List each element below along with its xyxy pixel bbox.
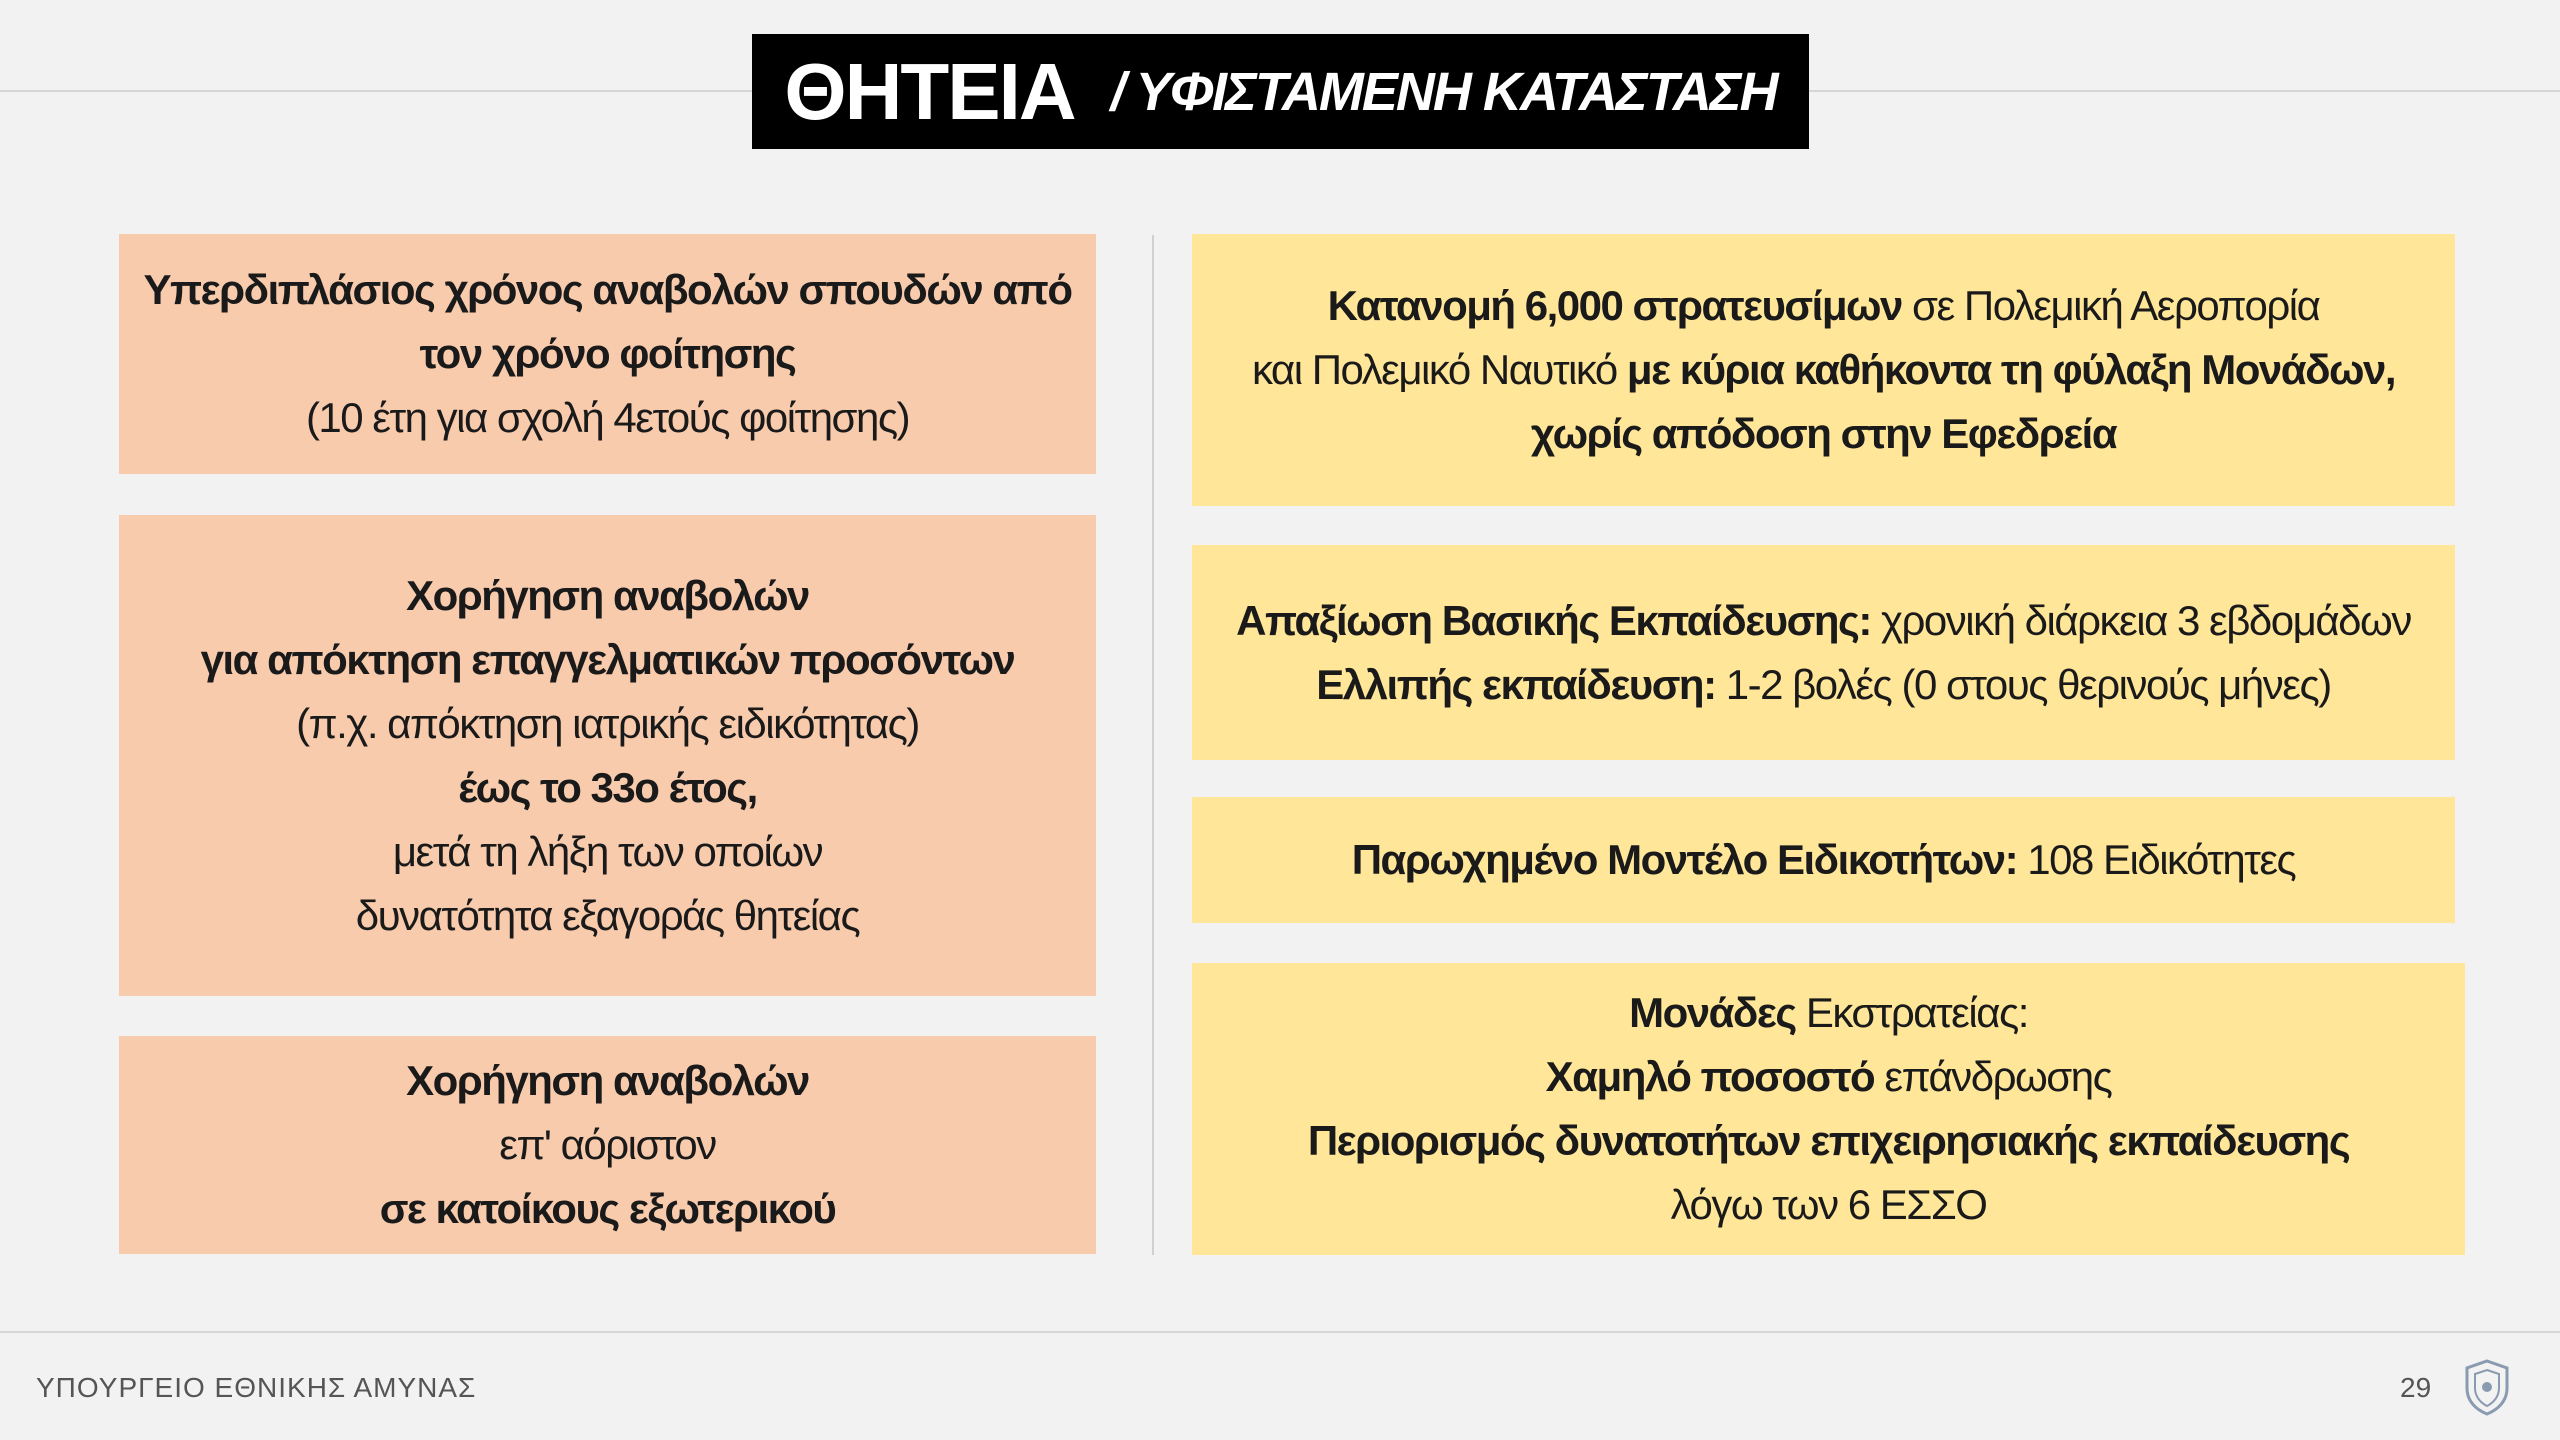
text-line (499, 1113, 716, 1177)
text-line (406, 564, 809, 628)
bold-text: σε κατοίκους εξωτερικού (379, 1185, 836, 1232)
regular-text: επάνδρωσης (1874, 1053, 2112, 1100)
regular-text: (π.χ. απόκτηση ιατρικής ειδικότητας) (296, 699, 919, 747)
regular-text: λόγω των 6 ΕΣΣΟ (1670, 1181, 1987, 1228)
regular-text: 108 Ειδικότητες (2017, 836, 2296, 883)
right-box-conscript-allocation (1192, 234, 2455, 506)
page-number: 29 (2400, 1372, 2432, 1403)
text-line (1308, 1109, 2349, 1173)
bold-text: χωρίς απόδοση στην Εφεδρεία (1530, 410, 2117, 457)
text-line (306, 386, 909, 450)
regular-text: δυνατότητα εξαγοράς θητείας (355, 891, 860, 939)
regular-text: και Πολεμικό Ναυτικό (1251, 346, 1627, 393)
bold-text: για απόκτηση επαγγελματικών προσόντων (200, 635, 1015, 683)
left-box-study-deferrals (119, 234, 1096, 474)
bold-text: Απαξίωση Βασικής Εκπαίδευσης: (1236, 596, 1871, 644)
bold-text: Χορήγηση αναβολών (406, 1057, 809, 1104)
regular-text: Εκστρατείας: (1795, 989, 2028, 1036)
right-box-field-units (1192, 963, 2465, 1255)
text-line (1546, 1045, 2112, 1109)
page-subtitle: / ΥΦΙΣΤΑΜΕΝΗ ΚΑΤΑΣΤΑΣΗ (1110, 61, 1777, 122)
title-bar (752, 34, 1809, 149)
column-divider (1152, 235, 1154, 1255)
footer-organization: ΥΠΟΥΡΓΕΙΟ ΕΘΝΙΚΗΣ ΑΜΥΝΑΣ (36, 1372, 477, 1403)
regular-text: σε Πολεμική Αεροπορία (1901, 282, 2320, 329)
text-line (1671, 1173, 1987, 1237)
left-box-abroad-deferrals (119, 1036, 1096, 1254)
bold-text: έως το 33ο έτος, (458, 763, 757, 811)
text-line (406, 1049, 809, 1113)
text-line (296, 692, 919, 756)
bold-text: με κύρια καθήκοντα τη φύλαξη Μονάδων, (1626, 346, 2396, 393)
bold-text: Χαμηλό ποσοστό (1545, 1053, 1875, 1100)
text-line (393, 820, 822, 884)
bold-text: τον χρόνο φοίτησης (419, 330, 796, 377)
regular-text: 1-2 βολές (0 στους θερινούς μήνες) (1715, 660, 2331, 708)
text-line (144, 258, 1072, 322)
bold-text: Ελλιπής εκπαίδευση: (1316, 660, 1716, 708)
bold-text: Περιορισμός δυνατοτήτων επιχειρησιακής εκπαίδευσης (1307, 1117, 2350, 1164)
regular-text: (10 έτη για σχολή 4ετούς φοίτησης) (305, 394, 910, 441)
bold-text: Υπερδιπλάσιος χρόνος αναβολών σπουδών από (143, 266, 1072, 313)
text-line (1252, 338, 2395, 402)
left-box-professional-deferrals (119, 515, 1096, 996)
text-line (1531, 402, 2116, 466)
page-title: ΘΗΤΕΙΑ (784, 46, 1075, 136)
right-box-specialties-model (1192, 797, 2455, 923)
text-line (1629, 981, 2028, 1045)
right-box-basic-training (1192, 545, 2455, 760)
text-line (1328, 274, 2320, 338)
bold-text: Χορήγηση αναβολών (406, 571, 809, 619)
bold-text: Κατανομή 6,000 στρατευσίμων (1327, 282, 1902, 329)
text-line (356, 884, 859, 948)
regular-text: μετά τη λήξη των οποίων (392, 827, 823, 875)
text-line (1236, 589, 2411, 653)
regular-text: χρονική διάρκεια 3 εβδομάδων (1870, 596, 2411, 644)
text-line (201, 628, 1015, 692)
text-line (1352, 828, 2296, 892)
text-line (458, 756, 757, 820)
regular-text: επ' αόριστον (499, 1121, 716, 1168)
bottom-divider (0, 1331, 2560, 1333)
crest-icon (2462, 1358, 2512, 1416)
text-line (1316, 653, 2330, 717)
text-line (420, 322, 796, 386)
text-line (380, 1177, 836, 1241)
bold-text: Μονάδες (1629, 989, 1796, 1036)
bold-text: Παρωχημένο Μοντέλο Ειδικοτήτων: (1351, 836, 2018, 883)
